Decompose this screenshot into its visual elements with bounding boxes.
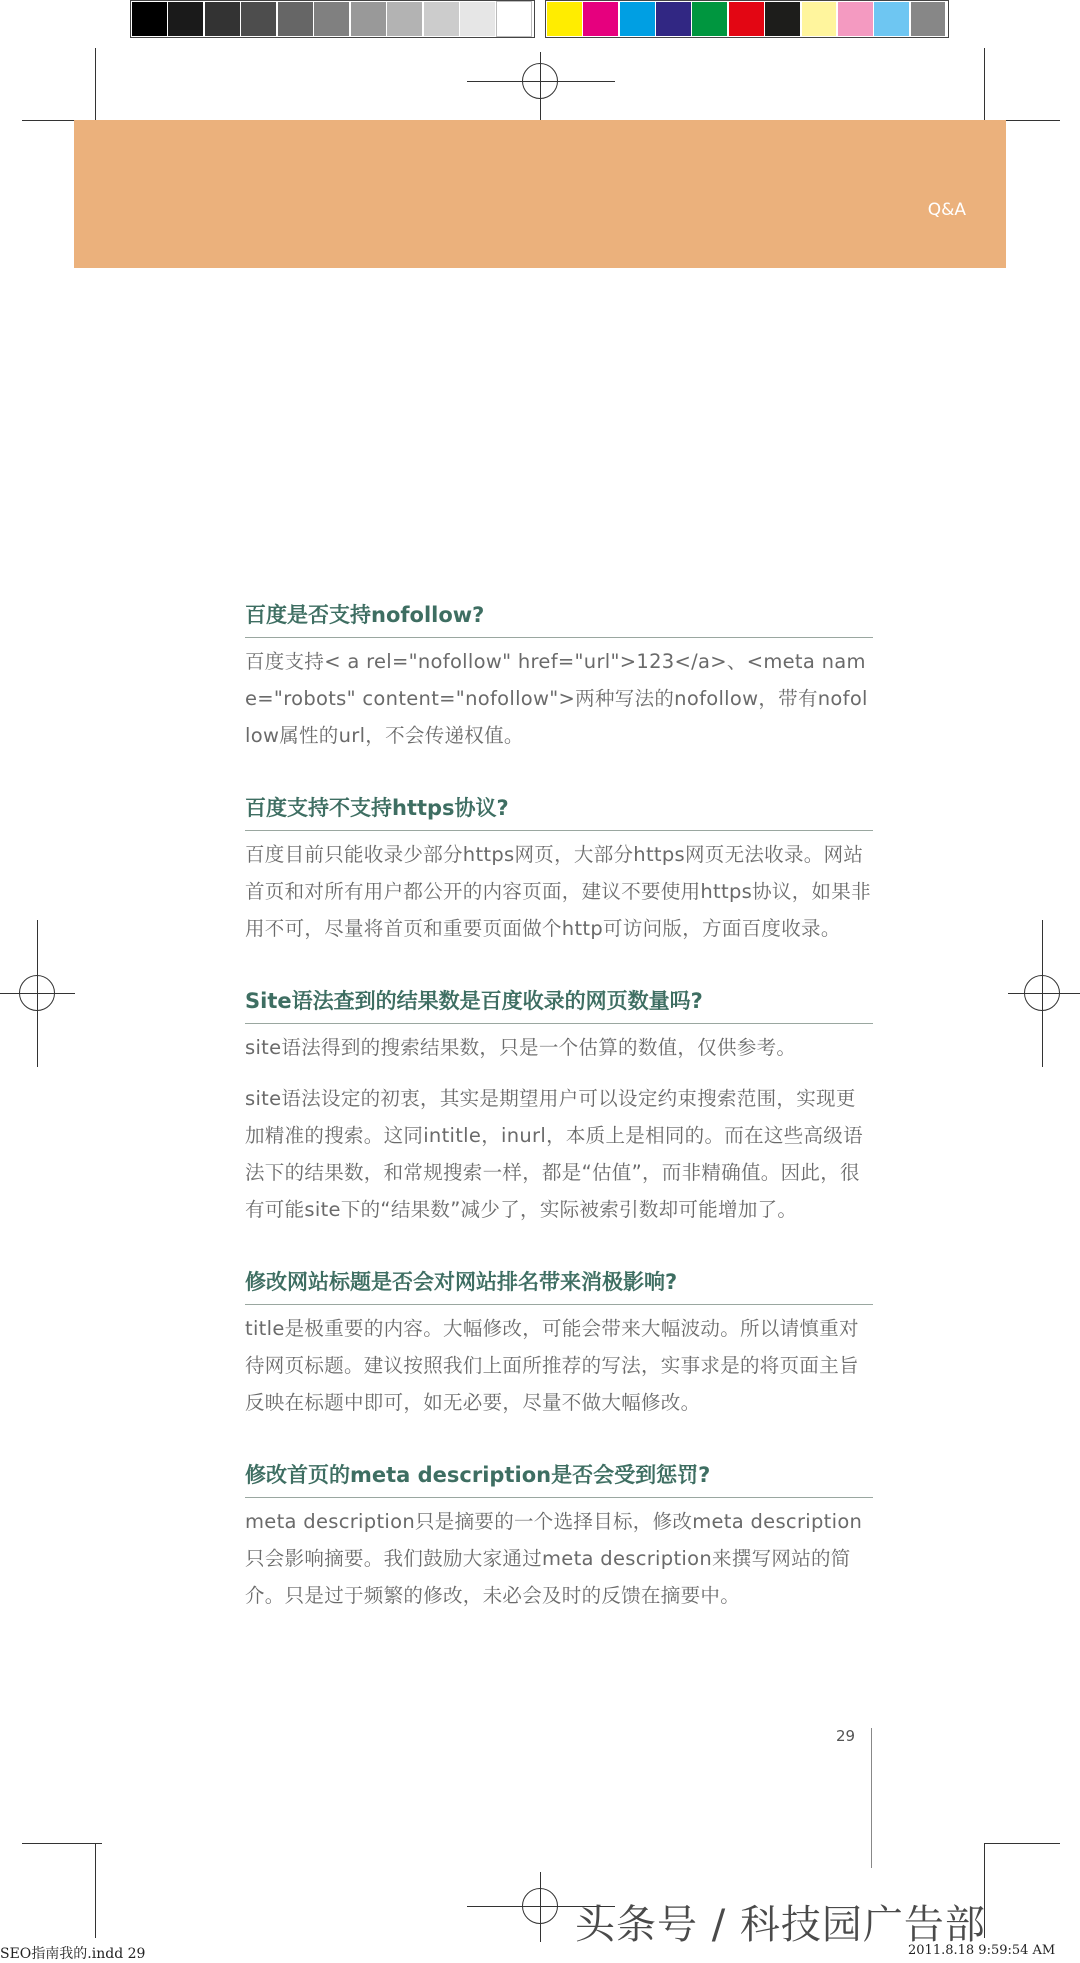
question-title: 百度是否支持nofollow? bbox=[245, 600, 873, 638]
color-swatch bbox=[911, 2, 946, 36]
color-swatch bbox=[802, 2, 837, 36]
color-swatch bbox=[765, 2, 800, 36]
color-swatch bbox=[874, 2, 909, 36]
qa-item bbox=[245, 986, 873, 1228]
color-swatch bbox=[241, 2, 276, 36]
watermark-text: 头条号 / 科技园广告部 bbox=[575, 1902, 986, 1948]
color-swatch bbox=[168, 2, 203, 36]
color-swatch bbox=[656, 2, 691, 36]
page-number: 29 bbox=[836, 1727, 856, 1745]
color-swatch bbox=[497, 2, 532, 36]
color-swatch bbox=[424, 2, 459, 36]
qa-item bbox=[245, 793, 873, 947]
color-swatch bbox=[838, 2, 873, 36]
answer-paragraph: site语法得到的搜索结果数，只是一个估算的数值，仅供参考。 bbox=[245, 1036, 797, 1059]
color-swatch bbox=[692, 2, 727, 36]
color-swatch bbox=[314, 2, 349, 36]
color-swatch bbox=[132, 2, 167, 36]
qa-item bbox=[245, 1460, 873, 1614]
color-swatch bbox=[583, 2, 618, 36]
footer-filename: SEO指南我的.indd 29 bbox=[0, 1946, 146, 1962]
color-swatch bbox=[547, 2, 582, 36]
header-label: Q&A bbox=[927, 200, 966, 220]
footer-timestamp: 2011.8.18 9:59:54 AM bbox=[908, 1943, 1056, 1958]
color-swatch bbox=[278, 2, 313, 36]
color-swatch bbox=[460, 2, 495, 36]
qa-item bbox=[245, 1267, 873, 1421]
color-swatch bbox=[620, 2, 655, 36]
question-title: 修改首页的meta description是否会受到惩罚? bbox=[245, 1460, 873, 1498]
color-swatch bbox=[729, 2, 764, 36]
color-swatch bbox=[205, 2, 240, 36]
qa-item bbox=[245, 600, 873, 754]
answer-paragraph: 百度目前只能收录少部分https网页，大部分https网页无法收录。网站首页和对所有用户都公开的内容页面，建议不要使用https协议，如果非用不可，尽量将首页和重要页面做个http可访问版，方面百度收录。 bbox=[245, 843, 871, 940]
question-title: Site语法查到的结果数是百度收录的网页数量吗? bbox=[245, 986, 873, 1024]
answer-paragraph: site语法设定的初衷，其实是期望用户可以设定约束搜索范围，实现更加精准的搜索。这同intitle，inurl，本质上是相同的。而在这些高级语法下的结果数，和常规搜索一样，都是“估值”，而非精确值。因此，很有可能site下的“结果数”减少了，实际被索引数却可能增加了。 bbox=[245, 1087, 863, 1221]
answer-paragraph: 百度支持< a rel="nofollow" href="url">123</a>、<meta name="robots" content="nofollow">两种写法的nofollow，带有nofollow属性的url，不会传递权值。 bbox=[245, 650, 868, 747]
answer-paragraph: title是极重要的内容。大幅修改，可能会带来大幅波动。所以请慎重对待网页标题。建议按照我们上面所推荐的写法，实事求是的将页面主旨反映在标题中即可，如无必要，尽量不做大幅修改。 bbox=[245, 1317, 859, 1414]
header-band bbox=[74, 120, 1006, 268]
answer-paragraph: meta description只是摘要的一个选择目标，修改meta description只会影响摘要。我们鼓励大家通过meta description来撰写网站的简介。只是过于频繁的修改，未必会及时的反馈在摘要中。 bbox=[245, 1510, 863, 1607]
qa-content bbox=[245, 600, 873, 1653]
color-swatch bbox=[387, 2, 422, 36]
question-title: 百度支持不支持https协议? bbox=[245, 793, 873, 831]
question-title: 修改网站标题是否会对网站排名带来消极影响? bbox=[245, 1267, 873, 1305]
color-swatch bbox=[351, 2, 386, 36]
page-number-rule bbox=[871, 1728, 872, 1868]
